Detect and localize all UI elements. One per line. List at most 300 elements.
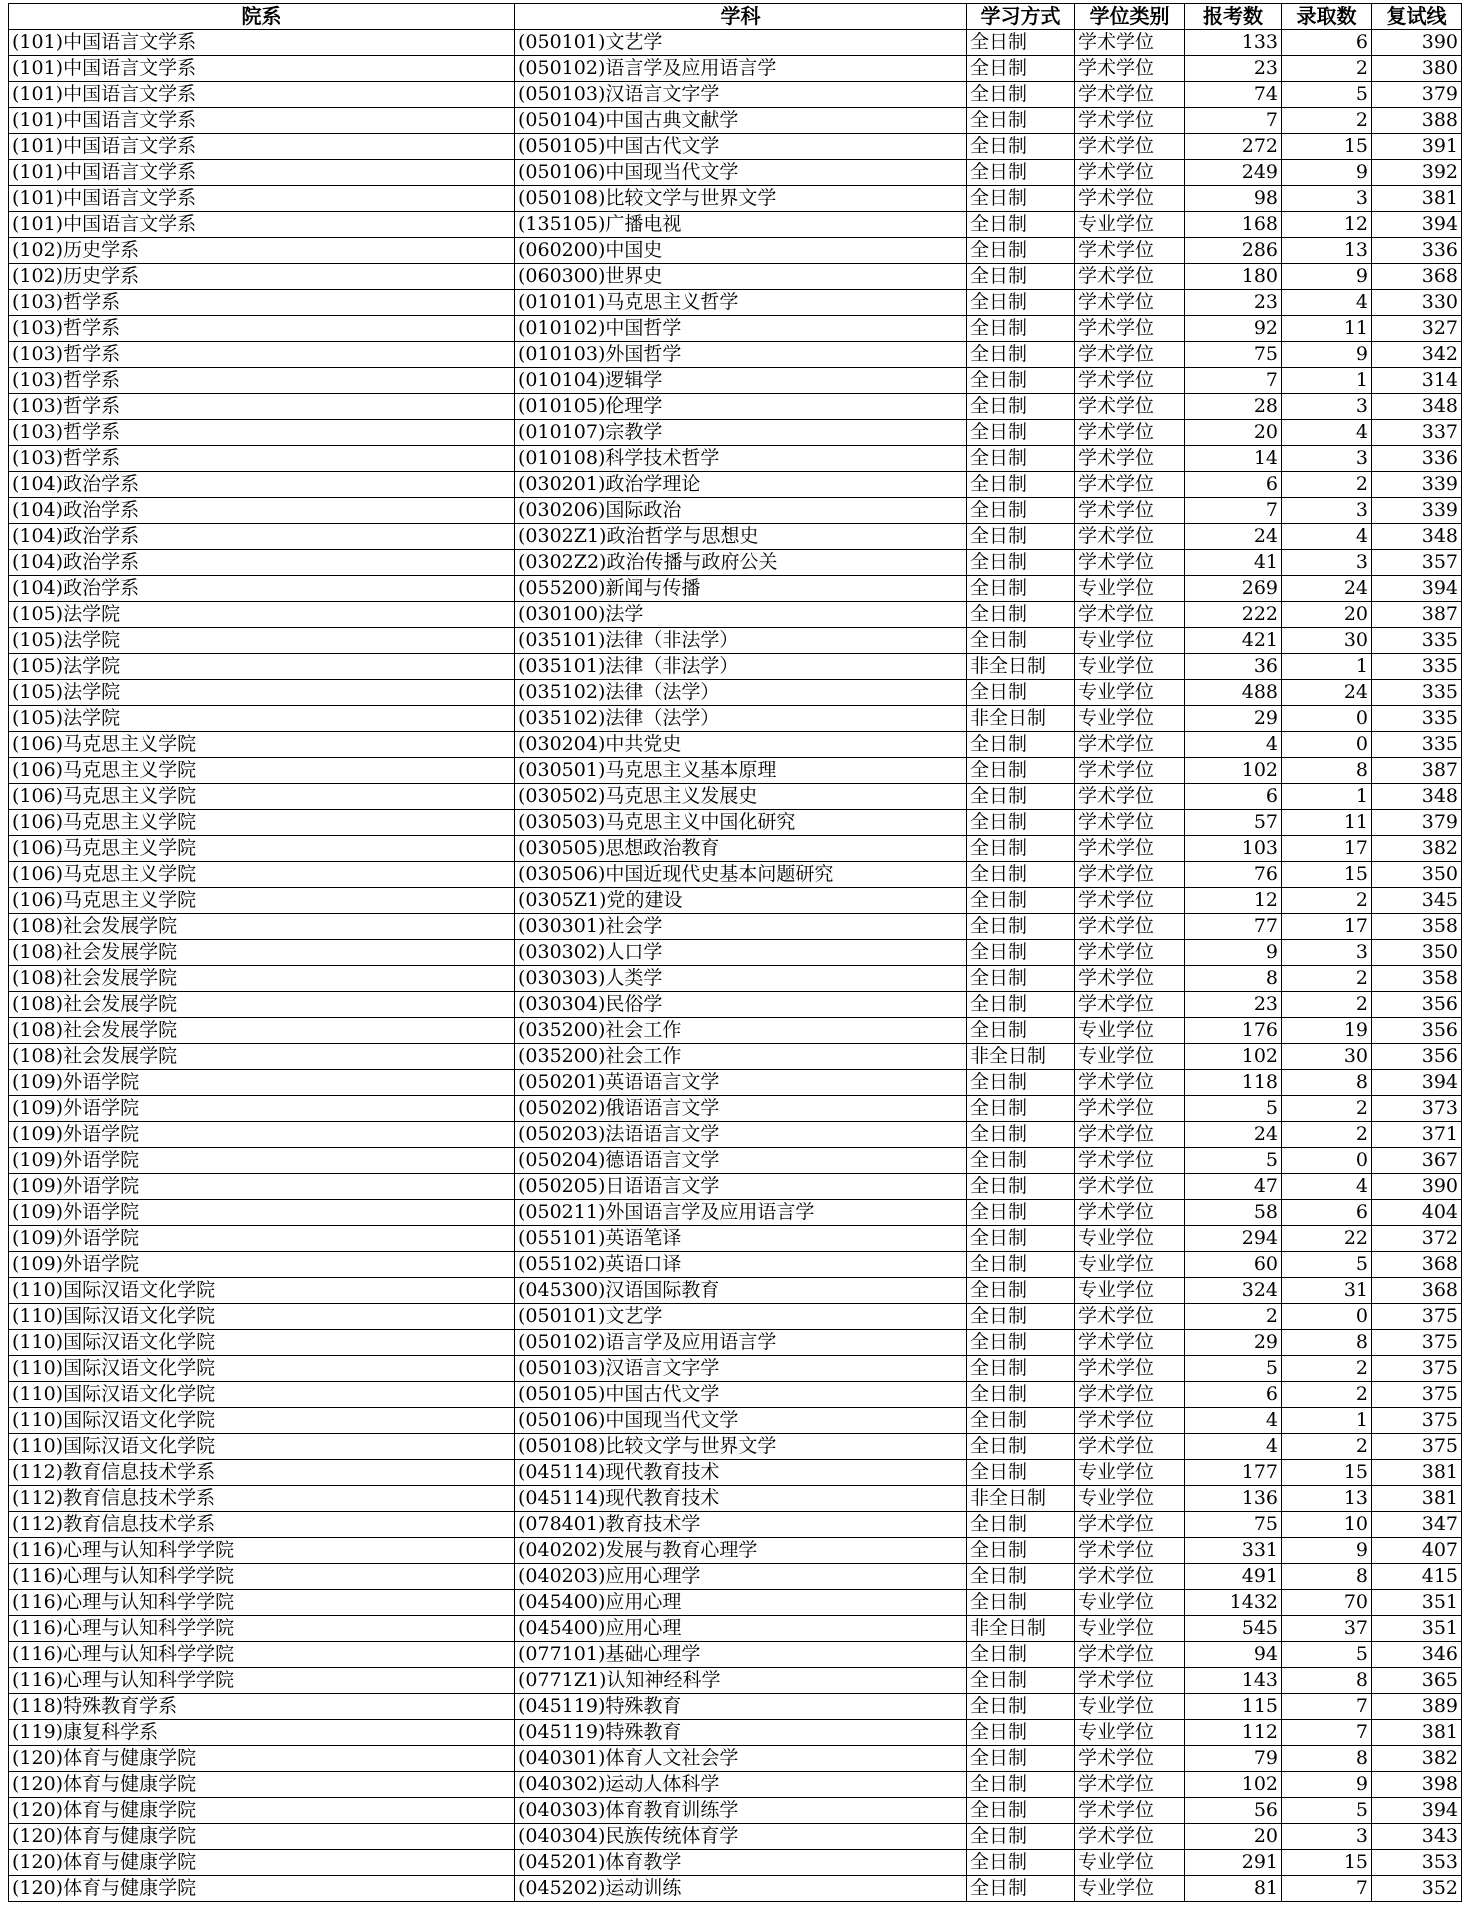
subject-cell: (050101)文艺学 [515,30,967,56]
degree-type-cell: 学术学位 [1075,784,1185,810]
study-mode-cell: 全日制 [967,1252,1075,1278]
cutoff-cell: 394 [1372,1070,1462,1096]
cutoff-cell: 382 [1372,836,1462,862]
degree-type-cell: 学术学位 [1075,316,1185,342]
degree-type-cell: 专业学位 [1075,576,1185,602]
admitted-cell: 0 [1282,1304,1372,1330]
cutoff-cell: 381 [1372,1486,1462,1512]
admitted-cell: 4 [1282,524,1372,550]
cutoff-cell: 394 [1372,1798,1462,1824]
degree-type-cell: 学术学位 [1075,992,1185,1018]
subject-cell: (030204)中共党史 [515,732,967,758]
table-row [9,602,1462,628]
admitted-cell: 5 [1282,1798,1372,1824]
admitted-cell: 17 [1282,836,1372,862]
table-row [9,680,1462,706]
col-header-cutoff: 复试线 [1372,4,1462,30]
degree-type-cell: 学术学位 [1075,1200,1185,1226]
cutoff-cell: 390 [1372,1174,1462,1200]
applicants-cell: 143 [1185,1668,1282,1694]
applicants-cell: 4 [1185,1408,1282,1434]
department-cell: (101)中国语言文学系 [9,108,515,134]
study-mode-cell: 全日制 [967,1798,1075,1824]
department-cell: (101)中国语言文学系 [9,186,515,212]
degree-type-cell: 学术学位 [1075,1434,1185,1460]
department-cell: (105)法学院 [9,602,515,628]
table-row [9,914,1462,940]
subject-cell: (040301)体育人文社会学 [515,1746,967,1772]
subject-cell: (030505)思想政治教育 [515,836,967,862]
table-row [9,108,1462,134]
degree-type-cell: 专业学位 [1075,1044,1185,1070]
admitted-cell: 12 [1282,212,1372,238]
subject-cell: (0305Z1)党的建设 [515,888,967,914]
degree-type-cell: 学术学位 [1075,134,1185,160]
table-row [9,758,1462,784]
study-mode-cell: 全日制 [967,940,1075,966]
degree-type-cell: 学术学位 [1075,186,1185,212]
study-mode-cell: 全日制 [967,342,1075,368]
study-mode-cell: 全日制 [967,914,1075,940]
applicants-cell: 77 [1185,914,1282,940]
study-mode-cell: 全日制 [967,1148,1075,1174]
study-mode-cell: 全日制 [967,576,1075,602]
subject-cell: (060300)世界史 [515,264,967,290]
subject-cell: (050205)日语语言文学 [515,1174,967,1200]
table-row [9,1590,1462,1616]
table-row [9,1668,1462,1694]
study-mode-cell: 全日制 [967,420,1075,446]
col-header-degree-type: 学位类别 [1075,4,1185,30]
applicants-cell: 57 [1185,810,1282,836]
department-cell: (112)教育信息技术学系 [9,1460,515,1486]
admitted-cell: 1 [1282,1408,1372,1434]
degree-type-cell: 专业学位 [1075,1252,1185,1278]
cutoff-cell: 415 [1372,1564,1462,1590]
department-cell: (116)心理与认知科学学院 [9,1668,515,1694]
subject-cell: (010104)逻辑学 [515,368,967,394]
study-mode-cell: 全日制 [967,602,1075,628]
applicants-cell: 115 [1185,1694,1282,1720]
admitted-cell: 2 [1282,966,1372,992]
table-row [9,1460,1462,1486]
degree-type-cell: 专业学位 [1075,654,1185,680]
study-mode-cell: 全日制 [967,1382,1075,1408]
applicants-cell: 5 [1185,1096,1282,1122]
table-row [9,576,1462,602]
degree-type-cell: 学术学位 [1075,290,1185,316]
study-mode-cell: 全日制 [967,862,1075,888]
study-mode-cell: 全日制 [967,1018,1075,1044]
department-cell: (103)哲学系 [9,342,515,368]
department-cell: (120)体育与健康学院 [9,1850,515,1876]
table-row [9,1070,1462,1096]
subject-cell: (055101)英语笔译 [515,1226,967,1252]
table-row [9,30,1462,56]
subject-cell: (050104)中国古典文献学 [515,108,967,134]
department-cell: (108)社会发展学院 [9,940,515,966]
applicants-cell: 4 [1185,732,1282,758]
degree-type-cell: 学术学位 [1075,1382,1185,1408]
degree-type-cell: 学术学位 [1075,1772,1185,1798]
applicants-cell: 272 [1185,134,1282,160]
table-row [9,992,1462,1018]
cutoff-cell: 336 [1372,238,1462,264]
admitted-cell: 3 [1282,940,1372,966]
department-cell: (106)马克思主义学院 [9,732,515,758]
cutoff-cell: 368 [1372,1278,1462,1304]
department-cell: (104)政治学系 [9,498,515,524]
degree-type-cell: 学术学位 [1075,1174,1185,1200]
degree-type-cell: 学术学位 [1075,82,1185,108]
subject-cell: (078401)教育技术学 [515,1512,967,1538]
study-mode-cell: 全日制 [967,1434,1075,1460]
degree-type-cell: 学术学位 [1075,888,1185,914]
subject-cell: (045201)体育教学 [515,1850,967,1876]
applicants-cell: 58 [1185,1200,1282,1226]
cutoff-cell: 372 [1372,1226,1462,1252]
cutoff-cell: 358 [1372,966,1462,992]
admitted-cell: 8 [1282,758,1372,784]
study-mode-cell: 全日制 [967,1226,1075,1252]
degree-type-cell: 专业学位 [1075,706,1185,732]
department-cell: (116)心理与认知科学学院 [9,1538,515,1564]
table-row [9,654,1462,680]
department-cell: (109)外语学院 [9,1200,515,1226]
applicants-cell: 249 [1185,160,1282,186]
cutoff-cell: 335 [1372,732,1462,758]
study-mode-cell: 全日制 [967,186,1075,212]
study-mode-cell: 全日制 [967,836,1075,862]
applicants-cell: 136 [1185,1486,1282,1512]
applicants-cell: 491 [1185,1564,1282,1590]
subject-cell: (0302Z1)政治哲学与思想史 [515,524,967,550]
applicants-cell: 79 [1185,1746,1282,1772]
admitted-cell: 3 [1282,550,1372,576]
subject-cell: (055200)新闻与传播 [515,576,967,602]
subject-cell: (050105)中国古代文学 [515,134,967,160]
degree-type-cell: 学术学位 [1075,732,1185,758]
applicants-cell: 286 [1185,238,1282,264]
department-cell: (112)教育信息技术学系 [9,1486,515,1512]
table-row [9,368,1462,394]
degree-type-cell: 专业学位 [1075,1590,1185,1616]
degree-type-cell: 学术学位 [1075,810,1185,836]
degree-type-cell: 学术学位 [1075,1824,1185,1850]
study-mode-cell: 全日制 [967,134,1075,160]
subject-cell: (030303)人类学 [515,966,967,992]
cutoff-cell: 394 [1372,212,1462,238]
subject-cell: (060200)中国史 [515,238,967,264]
admitted-cell: 2 [1282,56,1372,82]
study-mode-cell: 全日制 [967,810,1075,836]
table-row [9,1174,1462,1200]
cutoff-cell: 314 [1372,368,1462,394]
admitted-cell: 30 [1282,628,1372,654]
admitted-cell: 24 [1282,576,1372,602]
cutoff-cell: 335 [1372,706,1462,732]
study-mode-cell: 全日制 [967,888,1075,914]
admitted-cell: 3 [1282,186,1372,212]
degree-type-cell: 学术学位 [1075,1538,1185,1564]
subject-cell: (050103)汉语言文字学 [515,1356,967,1382]
subject-cell: (045202)运动训练 [515,1876,967,1902]
cutoff-cell: 367 [1372,1148,1462,1174]
admitted-cell: 15 [1282,1460,1372,1486]
cutoff-cell: 345 [1372,888,1462,914]
applicants-cell: 20 [1185,1824,1282,1850]
admitted-cell: 13 [1282,1486,1372,1512]
department-cell: (120)体育与健康学院 [9,1876,515,1902]
subject-cell: (050211)外国语言学及应用语言学 [515,1200,967,1226]
department-cell: (101)中国语言文学系 [9,134,515,160]
subject-cell: (045114)现代教育技术 [515,1486,967,1512]
table-row [9,1798,1462,1824]
cutoff-cell: 375 [1372,1382,1462,1408]
study-mode-cell: 全日制 [967,30,1075,56]
department-cell: (110)国际汉语文化学院 [9,1278,515,1304]
col-header-study-mode: 学习方式 [967,4,1075,30]
applicants-cell: 545 [1185,1616,1282,1642]
study-mode-cell: 全日制 [967,290,1075,316]
degree-type-cell: 学术学位 [1075,160,1185,186]
study-mode-cell: 全日制 [967,732,1075,758]
department-cell: (106)马克思主义学院 [9,888,515,914]
table-row [9,1616,1462,1642]
degree-type-cell: 学术学位 [1075,108,1185,134]
subject-cell: (010102)中国哲学 [515,316,967,342]
applicants-cell: 112 [1185,1720,1282,1746]
degree-type-cell: 学术学位 [1075,368,1185,394]
degree-type-cell: 学术学位 [1075,1096,1185,1122]
study-mode-cell: 全日制 [967,212,1075,238]
admitted-cell: 6 [1282,1200,1372,1226]
admitted-cell: 11 [1282,316,1372,342]
table-row [9,290,1462,316]
applicants-cell: 6 [1185,472,1282,498]
cutoff-cell: 394 [1372,576,1462,602]
department-cell: (109)外语学院 [9,1174,515,1200]
table-row [9,550,1462,576]
admitted-cell: 8 [1282,1668,1372,1694]
study-mode-cell: 全日制 [967,1304,1075,1330]
applicants-cell: 118 [1185,1070,1282,1096]
study-mode-cell: 全日制 [967,1538,1075,1564]
degree-type-cell: 专业学位 [1075,1486,1185,1512]
cutoff-cell: 387 [1372,602,1462,628]
table-row [9,1876,1462,1902]
subject-cell: (050106)中国现当代文学 [515,160,967,186]
degree-type-cell: 专业学位 [1075,212,1185,238]
degree-type-cell: 学术学位 [1075,758,1185,784]
study-mode-cell: 全日制 [967,680,1075,706]
admitted-cell: 2 [1282,1356,1372,1382]
cutoff-cell: 327 [1372,316,1462,342]
admitted-cell: 15 [1282,134,1372,160]
subject-cell: (050202)俄语语言文学 [515,1096,967,1122]
subject-cell: (045400)应用心理 [515,1590,967,1616]
degree-type-cell: 学术学位 [1075,1564,1185,1590]
cutoff-cell: 348 [1372,784,1462,810]
table-row [9,1200,1462,1226]
table-row [9,56,1462,82]
department-cell: (120)体育与健康学院 [9,1772,515,1798]
applicants-cell: 20 [1185,420,1282,446]
header-row [9,4,1462,30]
table-row [9,264,1462,290]
table-row [9,1382,1462,1408]
applicants-cell: 331 [1185,1538,1282,1564]
table-row [9,498,1462,524]
cutoff-cell: 351 [1372,1590,1462,1616]
table-row [9,524,1462,550]
table-row [9,1772,1462,1798]
degree-type-cell: 专业学位 [1075,680,1185,706]
applicants-cell: 9 [1185,940,1282,966]
degree-type-cell: 学术学位 [1075,602,1185,628]
admitted-cell: 8 [1282,1070,1372,1096]
degree-type-cell: 学术学位 [1075,446,1185,472]
table-row [9,1018,1462,1044]
degree-type-cell: 学术学位 [1075,342,1185,368]
department-cell: (110)国际汉语文化学院 [9,1382,515,1408]
table-row [9,316,1462,342]
study-mode-cell: 全日制 [967,56,1075,82]
admitted-cell: 15 [1282,862,1372,888]
study-mode-cell: 全日制 [967,1070,1075,1096]
study-mode-cell: 全日制 [967,498,1075,524]
cutoff-cell: 371 [1372,1122,1462,1148]
subject-cell: (040303)体育教育训练学 [515,1798,967,1824]
study-mode-cell: 全日制 [967,108,1075,134]
study-mode-cell: 全日制 [967,82,1075,108]
study-mode-cell: 全日制 [967,1824,1075,1850]
subject-cell: (035102)法律（法学） [515,680,967,706]
admitted-cell: 0 [1282,1148,1372,1174]
applicants-cell: 180 [1185,264,1282,290]
admitted-cell: 3 [1282,394,1372,420]
department-cell: (101)中国语言文学系 [9,56,515,82]
subject-cell: (030206)国际政治 [515,498,967,524]
department-cell: (105)法学院 [9,680,515,706]
table-row [9,1538,1462,1564]
subject-cell: (050102)语言学及应用语言学 [515,1330,967,1356]
subject-cell: (010101)马克思主义哲学 [515,290,967,316]
cutoff-cell: 336 [1372,446,1462,472]
admitted-cell: 9 [1282,160,1372,186]
degree-type-cell: 学术学位 [1075,1798,1185,1824]
admitted-cell: 2 [1282,108,1372,134]
study-mode-cell: 全日制 [967,758,1075,784]
applicants-cell: 5 [1185,1148,1282,1174]
admitted-cell: 9 [1282,1538,1372,1564]
department-cell: (110)国际汉语文化学院 [9,1304,515,1330]
table-row [9,784,1462,810]
applicants-cell: 324 [1185,1278,1282,1304]
department-cell: (104)政治学系 [9,576,515,602]
table-row [9,1330,1462,1356]
department-cell: (103)哲学系 [9,446,515,472]
admitted-cell: 7 [1282,1694,1372,1720]
applicants-cell: 421 [1185,628,1282,654]
degree-type-cell: 学术学位 [1075,550,1185,576]
study-mode-cell: 全日制 [967,446,1075,472]
subject-cell: (135105)广播电视 [515,212,967,238]
cutoff-cell: 388 [1372,108,1462,134]
department-cell: (103)哲学系 [9,420,515,446]
admitted-cell: 5 [1282,1252,1372,1278]
degree-type-cell: 学术学位 [1075,1330,1185,1356]
department-cell: (105)法学院 [9,706,515,732]
degree-type-cell: 学术学位 [1075,1642,1185,1668]
cutoff-cell: 343 [1372,1824,1462,1850]
cutoff-cell: 373 [1372,1096,1462,1122]
applicants-cell: 23 [1185,290,1282,316]
applicants-cell: 8 [1185,966,1282,992]
degree-type-cell: 学术学位 [1075,472,1185,498]
study-mode-cell: 全日制 [967,1356,1075,1382]
table-row [9,1564,1462,1590]
department-cell: (101)中国语言文学系 [9,82,515,108]
applicants-cell: 176 [1185,1018,1282,1044]
degree-type-cell: 学术学位 [1075,1512,1185,1538]
applicants-cell: 294 [1185,1226,1282,1252]
admitted-cell: 7 [1282,1720,1372,1746]
study-mode-cell: 非全日制 [967,1044,1075,1070]
subject-cell: (035200)社会工作 [515,1044,967,1070]
table-row [9,1746,1462,1772]
study-mode-cell: 全日制 [967,472,1075,498]
subject-cell: (010107)宗教学 [515,420,967,446]
subject-cell: (055102)英语口译 [515,1252,967,1278]
subject-cell: (040302)运动人体科学 [515,1772,967,1798]
cutoff-cell: 398 [1372,1772,1462,1798]
department-cell: (120)体育与健康学院 [9,1746,515,1772]
cutoff-cell: 357 [1372,550,1462,576]
applicants-cell: 75 [1185,1512,1282,1538]
department-cell: (110)国际汉语文化学院 [9,1434,515,1460]
subject-cell: (030301)社会学 [515,914,967,940]
cutoff-cell: 350 [1372,940,1462,966]
subject-cell: (035102)法律（法学） [515,706,967,732]
table-row [9,394,1462,420]
study-mode-cell: 全日制 [967,966,1075,992]
degree-type-cell: 专业学位 [1075,1226,1185,1252]
admitted-cell: 9 [1282,342,1372,368]
applicants-cell: 14 [1185,446,1282,472]
admitted-cell: 9 [1282,264,1372,290]
applicants-cell: 488 [1185,680,1282,706]
cutoff-cell: 365 [1372,1668,1462,1694]
department-cell: (105)法学院 [9,628,515,654]
admitted-cell: 7 [1282,1876,1372,1902]
degree-type-cell: 学术学位 [1075,1304,1185,1330]
table-row [9,1512,1462,1538]
col-header-admitted: 录取数 [1282,4,1372,30]
cutoff-cell: 392 [1372,160,1462,186]
applicants-cell: 24 [1185,524,1282,550]
department-cell: (104)政治学系 [9,550,515,576]
applicants-cell: 28 [1185,394,1282,420]
cutoff-cell: 335 [1372,680,1462,706]
cutoff-cell: 381 [1372,1460,1462,1486]
admitted-cell: 3 [1282,446,1372,472]
applicants-cell: 76 [1185,862,1282,888]
cutoff-cell: 375 [1372,1408,1462,1434]
department-cell: (101)中国语言文学系 [9,30,515,56]
degree-type-cell: 学术学位 [1075,56,1185,82]
department-cell: (102)历史学系 [9,238,515,264]
